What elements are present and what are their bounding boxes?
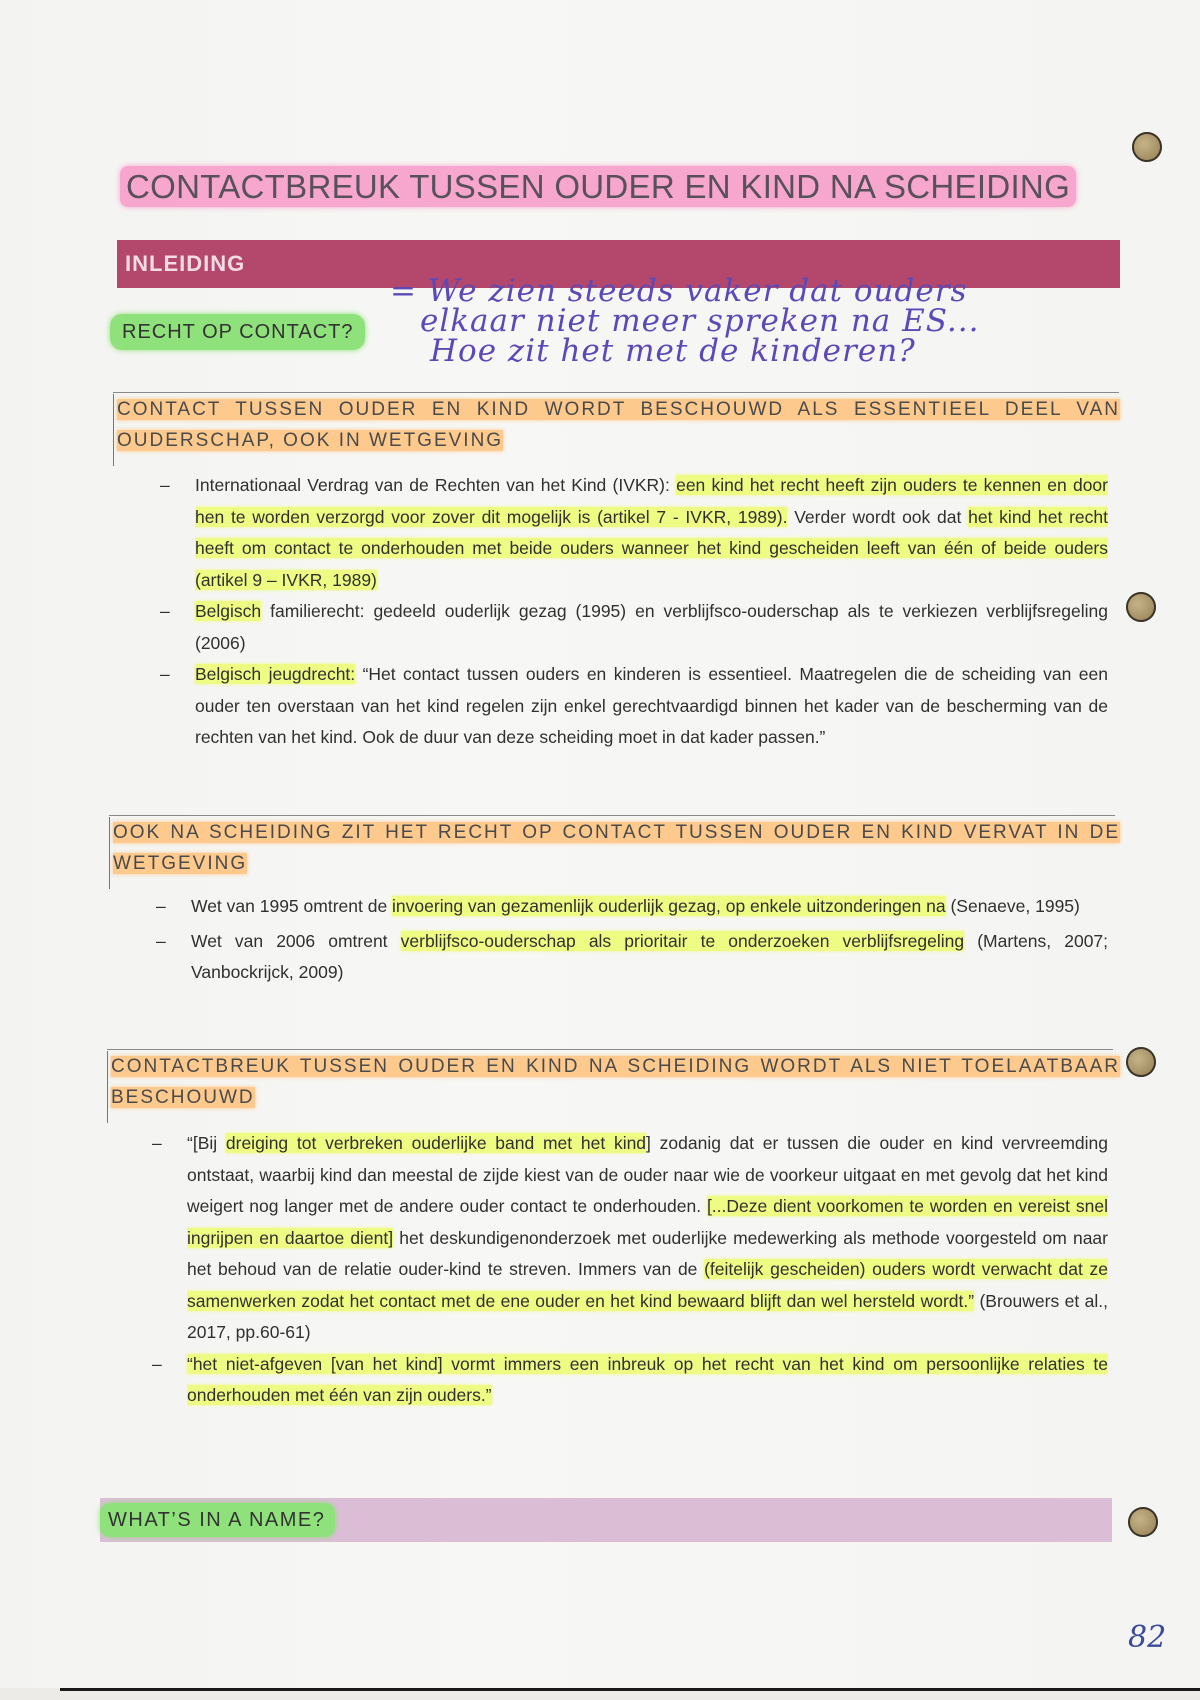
subheading-recht-op-contact: RECHT OP CONTACT? (110, 314, 365, 350)
page-bottom-edge (60, 1688, 1200, 1691)
section-heading-contactbreuk (111, 1051, 1120, 1113)
section-bar-inleiding: INLEIDING (117, 240, 1120, 288)
bullet-list-wetgeving (156, 891, 1108, 989)
punch-hole-icon (1126, 592, 1156, 622)
punch-hole-icon (1126, 1047, 1156, 1077)
handwritten-line: = We zien steeds vaker dat ouders (390, 273, 968, 309)
section-bar-whats-in-a-name (100, 1498, 1112, 1542)
handwritten-line: elkaar niet meer spreken na ES... (420, 303, 980, 339)
heading-line: CONTACTBREUK TUSSEN OUDER EN KIND NA SCHEIDING WORDT ALS NIET TOELAATBAAR (111, 1056, 1120, 1077)
list-item: – Internationaal Verdrag van de Rechten van het Kind (IVKR): een kind het recht heeft zijn ouders te kennen en door hen te worden verzorgd voor zover dit mogelijk is (artikel 7 - IVKR, 1989). Verder wordt ook dat het kind het recht heeft om contact te onderhouden met beide ouders wanneer het kind gescheiden leeft van één of beide ouders (artikel 9 – IVKR, 1989) (160, 475, 1109, 590)
punch-hole-icon (1128, 1507, 1158, 1537)
heading-line: BESCHOUWD (111, 1087, 255, 1108)
list-item: – “het niet-afgeven [van het kind] vormt immers een inbreuk op het recht van het kind om persoonlijke relaties te onderhouden met één van zijn ouders.” (152, 1353, 1108, 1405)
list-item: – Wet van 1995 omtrent de invoering van gezamenlijk ouderlijk gezag, op enkele uitzonderingen na (Senaeve, 1995) (156, 896, 1080, 916)
list-item: – Belgisch familierecht: gedeeld ouderlijk gezag (1995) en verblijfsco-ouderschap als te verkiezen verblijfsregeling (2006) (160, 601, 1108, 653)
section-heading-contact (117, 394, 1120, 456)
heading-line: CONTACT TUSSEN OUDER EN KIND WORDT BESCHOUWD ALS ESSENTIEEL DEEL VAN (117, 399, 1120, 420)
bullet-list-contactbreuk (152, 1128, 1108, 1412)
list-item: – Wet van 2006 omtrent verblijfsco-ouderschap als prioritair te onderzoeken verblijfsregeling (Martens, 2007; Vanbockrijck, 2009) (156, 930, 1109, 982)
whats-in-a-name-label: WHAT’S IN A NAME? (100, 1503, 335, 1537)
punch-hole-icon (1132, 132, 1162, 162)
section-heading-wetgeving (113, 817, 1120, 879)
page-title: CONTACTBREUK TUSSEN OUDER EN KIND NA SCHEIDING (120, 168, 1110, 212)
list-item: – Belgisch jeugdrecht: “Het contact tussen ouders en kinderen is essentieel. Maatregelen die de scheiding van een ouder ten overstaan van het kind regelen zijn enkel gerechtvaardigd binnen het kader van de bescherming van de rechten van het kind. Ook de duur van deze scheiding moet in dat kader passen.” (160, 664, 1108, 747)
page-number: 82 (1128, 1620, 1167, 1655)
handwritten-note (390, 273, 1190, 369)
heading-line: WETGEVING (113, 853, 248, 874)
bullet-list-contact (160, 470, 1108, 754)
heading-line: OOK NA SCHEIDING ZIT HET RECHT OP CONTACT TUSSEN OUDER EN KIND VERVAT IN DE (113, 822, 1120, 843)
handwritten-line: Hoe zit het met de kinderen? (430, 333, 916, 369)
heading-line: OUDERSCHAP, OOK IN WETGEVING (117, 430, 504, 451)
list-item: – “[Bij dreiging tot verbreken ouderlijke band met het kind] zodanig dat er tussen die ouder en kind vervreemding ontstaat, waarbij kind dan meestal de zijde kiest van de ouder naar wie de voorkeur uitgaat en met gevolg dat het kind weigert nog langer met de andere ouder contact te onderhouden. [...Deze dient voorkomen te worden en vereist snel ingrijpen en daartoe dient] het deskundigenonderzoek met ouderlijke medewerking als methode voorgesteld om naar het behoud van de relatie ouder-kind te streven. Immers van de (feitelijk gescheiden) ouders wordt verwacht dat ze samenwerken zodat het contact met de ene ouder en het kind bewaard blijft dan wel hersteld wordt.” (Brouwers et al., 2017, pp.60-61) (152, 1133, 1109, 1342)
